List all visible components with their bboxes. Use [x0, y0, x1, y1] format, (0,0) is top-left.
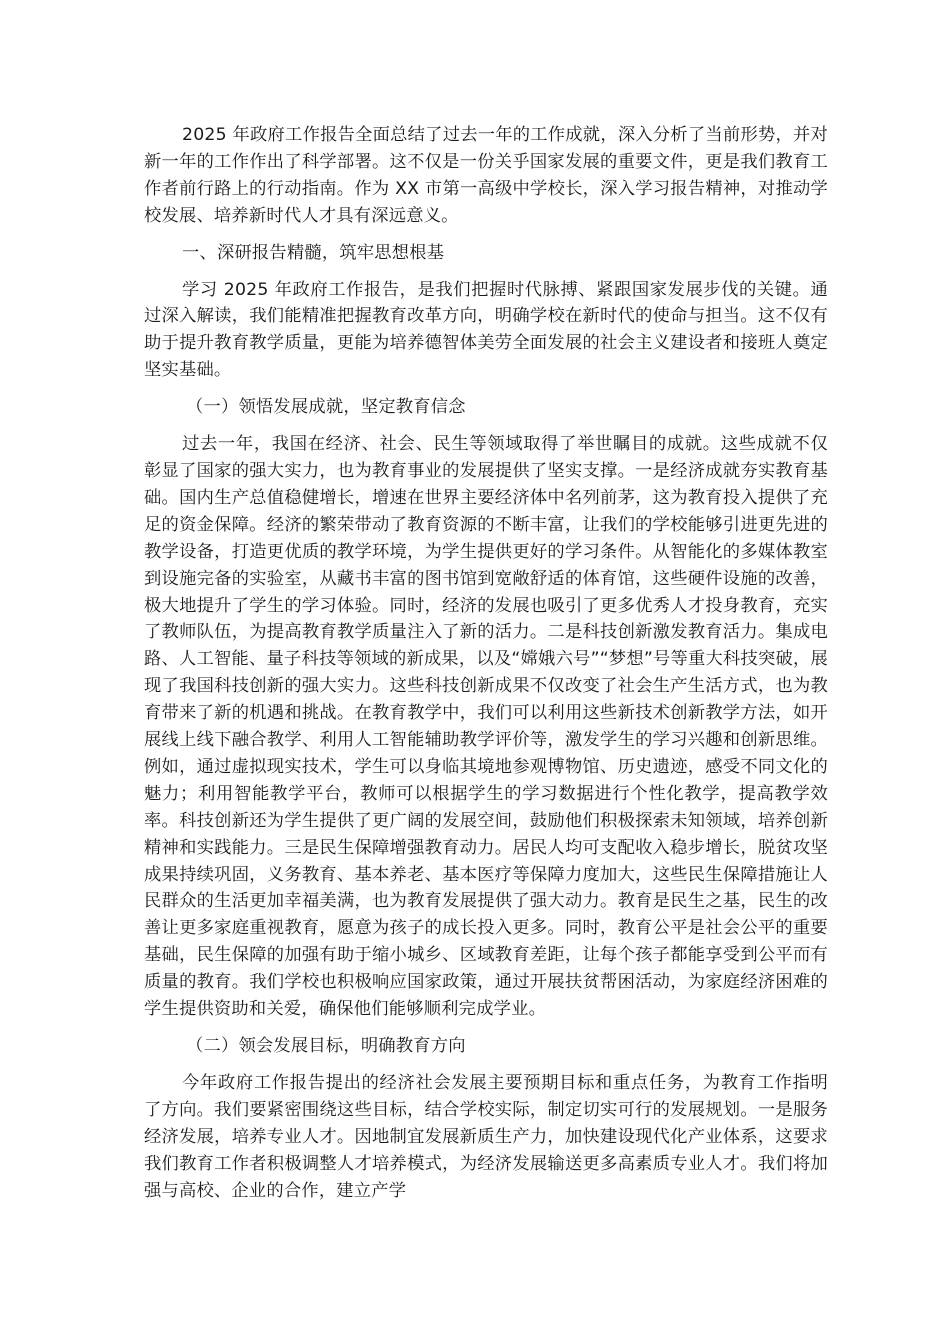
intro-paragraph: 2025 年政府工作报告全面总结了过去一年的工作成就，深入分析了当前形势，并对新一年的工作作出了科学部署。这不仅是一份关乎国家发展的重要文件，更是我们教育工作者前行路上的行动指南。作为 XX 市第一高级中学校长，深入学习报告精神，对推动学校发展、培养新时代人才具有深远意义。	[144, 125, 828, 226]
subsection1-paragraph: 过去一年，我国在经济、社会、民生等领域取得了举世瞩目的成就。这些成就不仅彰显了国家的强大实力，也为教育事业的发展提供了坚实支撑。一是经济成就夯实教育基础。国内生产总值稳健增长，增速在世界主要经济体中名列前茅，这为教育投入提供了充足的资金保障。经济的繁荣带动了教育资源的不断丰富，让我们的学校能够引进更先进的教学设备，打造更优质的教学环境，为学生提供更好的学习条件。从智能化的多媒体教室到设施完备的实验室，从藏书丰富的图书馆到宽敞舒适的体育馆，这些硬件设施的改善，极大地提升了学生的学习体验。同时，经济的发展也吸引了更多优秀人才投身教育，充实了教师队伍，为提高教育教学质量注入了新的活力。二是科技创新激发教育活力。集成电路、人工智能、量子科技等领域的新成果，以及“嫦娥六号”“梦想”号等重大科技突破，展现了我国科技创新的强大实力。这些科技创新成果不仅改变了社会生产生活方式，也为教育带来了新的机遇和挑战。在教育教学中，我们可以利用这些新技术创新教学方法，如开展线上线下融合教学、利用人工智能辅助教学评价等，激发学生的学习兴趣和创新思维。例如，通过虚拟现实技术，学生可以身临其境地参观博物馆、历史遗迹，感受不同文化的魅力；利用智能教学平台，教师可以根据学生的学习数据进行个性化教学，提高教学效率。科技创新还为学生提供了更广阔的发展空间，鼓励他们积极探索未知领域，培养创新精神和实践能力。三是民生保障增强教育动力。居民人均可支配收入稳步增长，脱贫攻坚成果持续巩固，义务教育、基本养老、基本医疗等保障力度加大，这些民生保障措施让人民群众的生活更加幸福美满，也为教育发展提供了强大动力。教育是民生之基，民生的改善让更多家庭重视教育，愿意为孩子的成长投入更多。同时，教育公平是社会公平的重要基础，民生保障的加强有助于缩小城乡、区域教育差距，让每个孩子都能享受到公平而有质量的教育。我们学校也积极响应国家政策，通过开展扶贫帮困活动，为家庭经济困难的学生提供资助和关爱，确保他们能够顺利完成学业。	[144, 434, 828, 1020]
document-body	[144, 122, 828, 1214]
section1-paragraph: 学习 2025 年政府工作报告，是我们把握时代脉搏、紧跟国家发展步伐的关键。通过深入解读，我们能精准把握教育改革方向，明确学校在新时代的使命与担当。这不仅有助于提升教育教学质量，更能为培养德智体美劳全面发展的社会主义建设者和接班人奠定坚实基础。	[144, 279, 828, 381]
subsection2-paragraph: 今年政府工作报告提出的经济社会发展主要预期目标和重点任务，为教育工作指明了方向。我们要紧密围绕这些目标，结合学校实际，制定切实可行的发展规划。一是服务经济发展，培养专业人才。因地制宜发展新质生产力，加快建设现代化产业体系，这要求我们教育工作者积极调整人才培养模式，为经济发展输送更多高素质专业人才。我们将加强与高校、企业的合作，建立产学	[144, 1072, 828, 1201]
subsection-heading-1: （一）领悟发展成就，坚定教育信念	[186, 397, 466, 418]
section-heading-1: 一、深研报告精髓，筑牢思想根基	[182, 242, 445, 263]
subsection-heading-2: （二）领会发展目标，明确教育方向	[186, 1036, 466, 1056]
